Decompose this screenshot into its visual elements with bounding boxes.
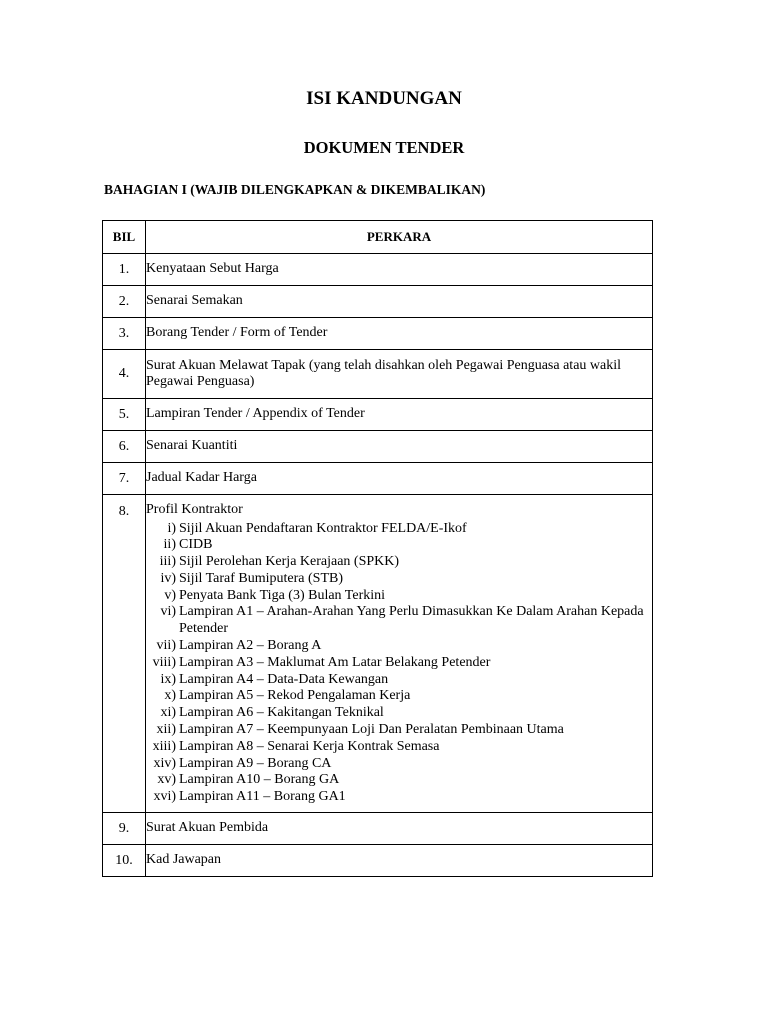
table-row (103, 254, 653, 286)
table-row (103, 813, 653, 845)
list-item-number: vii) (156, 638, 176, 654)
contents-table (102, 220, 653, 877)
row-number: 2. (103, 286, 146, 318)
list-item-number: ix) (160, 671, 176, 687)
table-row (103, 845, 653, 877)
list-item-number: v) (164, 587, 176, 603)
list-item-number: iii) (159, 554, 176, 570)
list-item-number: xv) (157, 772, 176, 788)
list-item-number: xiv) (153, 755, 176, 771)
list-item (146, 772, 652, 789)
list-item-text: Lampiran A9 – Borang CA (179, 755, 332, 771)
row-number: 6. (103, 431, 146, 463)
row-number: 4. (103, 350, 146, 399)
list-item-text: Lampiran A3 – Maklumat Am Latar Belakang Petender (179, 654, 491, 670)
row-item: Jadual Kadar Harga (146, 463, 653, 495)
list-item-text: Sijil Perolehan Kerja Kerajaan (SPKK) (179, 554, 400, 570)
sublist (146, 521, 652, 807)
table-row (103, 495, 653, 813)
list-item-number: x) (164, 688, 176, 704)
list-item-text: Sijil Akuan Pendaftaran Kontraktor FELDA/E-Ikof (179, 520, 467, 536)
list-item (146, 722, 652, 739)
header-bil: BIL (103, 221, 146, 254)
list-item-text: Lampiran A7 – Keempunyaan Loji Dan Peralatan Pembinaan Utama (179, 722, 564, 738)
row-item: Kad Jawapan (146, 845, 653, 877)
table-row (103, 350, 653, 399)
list-item-text: Lampiran A2 – Borang A (179, 638, 322, 654)
row-item (146, 495, 653, 813)
list-item (146, 739, 652, 756)
table-row (103, 286, 653, 318)
list-item-number: i) (167, 520, 176, 536)
table-row (103, 318, 653, 350)
list-item-number: ii) (163, 537, 176, 553)
row-item: Surat Akuan Melawat Tapak (yang telah disahkan oleh Pegawai Penguasa atau wakil Pegawai Penguasa) (146, 350, 653, 399)
row-number: 5. (103, 399, 146, 431)
list-item-text: Lampiran A5 – Rekod Pengalaman Kerja (179, 688, 411, 704)
list-item (146, 655, 652, 672)
row-number: 3. (103, 318, 146, 350)
row-number: 1. (103, 254, 146, 286)
row-item: Borang Tender / Form of Tender (146, 318, 653, 350)
row-number: 9. (103, 813, 146, 845)
list-item-text: CIDB (179, 537, 213, 553)
list-item-number: viii) (152, 654, 176, 670)
document-title: ISI KANDUNGAN (306, 88, 462, 109)
list-item-text: Lampiran A11 – Borang GA1 (179, 789, 346, 805)
list-item (146, 789, 652, 806)
list-item (146, 588, 652, 605)
list-item (146, 604, 652, 638)
list-item-text: Lampiran A1 – Arahan-Arahan Yang Perlu Dimasukkan Ke Dalam Arahan Kepada Petender (179, 604, 644, 637)
row-item: Lampiran Tender / Appendix of Tender (146, 399, 653, 431)
list-item (146, 756, 652, 773)
header-perkara: PERKARA (146, 221, 653, 254)
list-item-number: vi) (160, 604, 176, 620)
list-item (146, 638, 652, 655)
list-item-text: Lampiran A6 – Kakitangan Teknikal (179, 705, 384, 721)
list-item-number: iv) (160, 570, 176, 586)
table-row (103, 399, 653, 431)
document-subtitle: DOKUMEN TENDER (303, 138, 465, 157)
row-item: Senarai Kuantiti (146, 431, 653, 463)
row-item-title: Profil Kontraktor (146, 502, 243, 517)
list-item (146, 537, 652, 554)
table-row (103, 431, 653, 463)
list-item-number: xii) (156, 722, 176, 738)
list-item (146, 554, 652, 571)
list-item-text: Sijil Taraf Bumiputera (STB) (179, 570, 344, 586)
list-item (146, 705, 652, 722)
section-heading: BAHAGIAN I (WAJIB DILENGKAPKAN & DIKEMBALIKAN) (104, 182, 486, 197)
table-header-row (103, 221, 653, 254)
list-item (146, 521, 652, 538)
list-item (146, 688, 652, 705)
list-item-text: Lampiran A10 – Borang GA (179, 772, 340, 788)
table-row (103, 463, 653, 495)
list-item-text: Lampiran A4 – Data-Data Kewangan (179, 671, 389, 687)
row-number: 8. (103, 495, 146, 813)
list-item-text: Penyata Bank Tiga (3) Bulan Terkini (179, 587, 386, 603)
row-item: Senarai Semakan (146, 286, 653, 318)
list-item (146, 571, 652, 588)
row-item: Kenyataan Sebut Harga (146, 254, 653, 286)
list-item-number: xiii) (152, 738, 176, 754)
row-number: 10. (103, 845, 146, 877)
list-item-number: xi) (160, 705, 176, 721)
list-item-number: xvi) (153, 789, 176, 805)
list-item (146, 672, 652, 689)
list-item-text: Lampiran A8 – Senarai Kerja Kontrak Semasa (179, 738, 440, 754)
row-item: Surat Akuan Pembida (146, 813, 653, 845)
row-number: 7. (103, 463, 146, 495)
